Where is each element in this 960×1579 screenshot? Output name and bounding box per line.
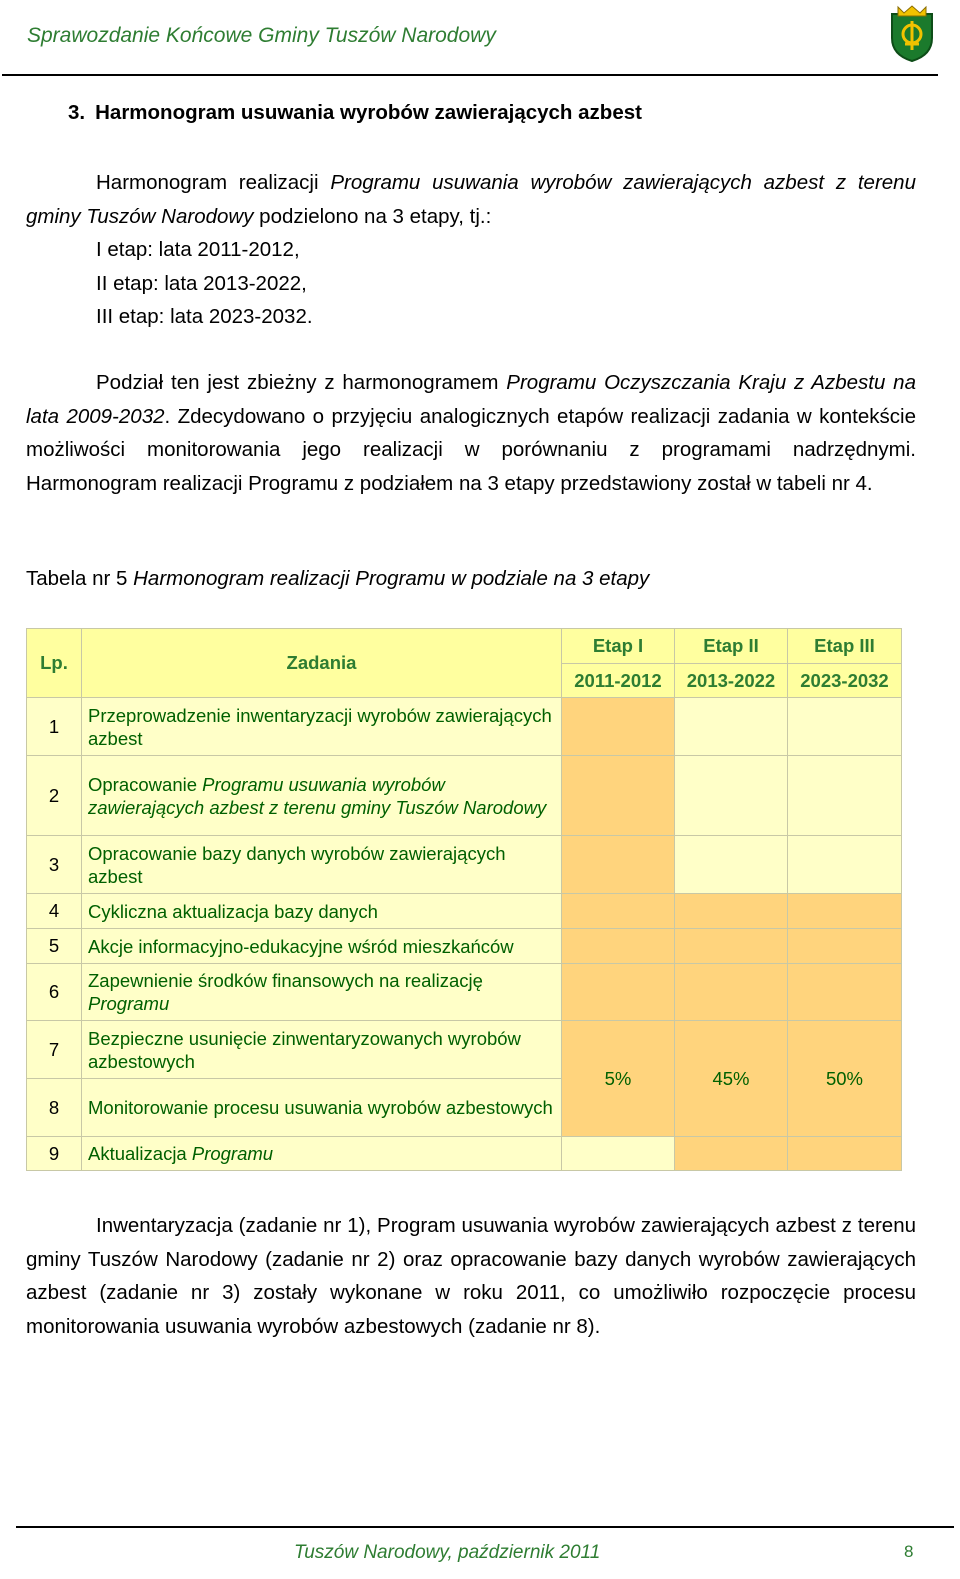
header-divider xyxy=(2,74,938,76)
task-cell: Aktualizacja Programu xyxy=(82,1137,562,1171)
tasks-header: Zadania xyxy=(82,629,562,698)
section-number: 3. xyxy=(68,101,86,124)
intro-paragraph xyxy=(26,166,916,334)
stage-cell-active xyxy=(788,964,902,1021)
stage-years: 2011-2012 xyxy=(562,664,675,698)
stage-cell xyxy=(675,756,788,836)
page-number: 8 xyxy=(904,1542,914,1561)
stage-header: Etap I xyxy=(562,629,675,664)
stage-cell-active xyxy=(562,756,675,836)
table-row xyxy=(27,698,902,756)
stage-cell-active xyxy=(675,1137,788,1171)
stage-cell xyxy=(788,698,902,756)
table-row xyxy=(27,756,902,836)
alignment-text: Podział ten jest zbieżny z harmonogramem Programu Oczyszczania Kraju z Azbestu na lata 2009-2032. Zdecydowano o przyjęciu analogicznych etapów realizacji zadania w kontekście możliwości monitorowania jego realizacji w porównaniu z programami nadrzędnymi. Harmonogram realizacji Programu z podziałem na 3 etapy przedstawiony został w tabeli nr 4. xyxy=(26,371,916,495)
stage-item: I etap: lata 2011-2012, xyxy=(96,238,300,261)
stage-cell-active xyxy=(675,929,788,964)
task-cell: Opracowanie bazy danych wyrobów zawierających azbest xyxy=(82,836,562,894)
stage-cell xyxy=(562,1137,675,1171)
footer-text: Tuszów Narodowy, październik 2011 xyxy=(294,1542,601,1563)
table-row xyxy=(27,836,902,894)
stage-cell-active xyxy=(562,929,675,964)
row-number: 7 xyxy=(27,1021,82,1079)
removal-percentage: 50% xyxy=(788,1021,902,1137)
stage-cell-active xyxy=(562,698,675,756)
stage-cell xyxy=(675,836,788,894)
removal-percentage: 5% xyxy=(562,1021,675,1137)
document-header-title: Sprawozdanie Końcowe Gminy Tuszów Narodowy xyxy=(27,24,496,47)
task-cell: Monitorowanie procesu usuwania wyrobów azbestowych xyxy=(82,1079,562,1137)
section-heading xyxy=(68,101,642,125)
table-row xyxy=(27,1021,902,1079)
stage-years: 2013-2022 xyxy=(675,664,788,698)
stage-cell-active xyxy=(562,964,675,1021)
stage-cell-active xyxy=(562,894,675,929)
task-cell: Akcje informacyjno-edukacyjne wśród mieszkańców xyxy=(82,929,562,964)
task-cell: Opracowanie Programu usuwania wyrobów zawierających azbest z terenu gminy Tuszów Narodowy xyxy=(82,756,562,836)
stage-header: Etap III xyxy=(788,629,902,664)
task-cell: Cykliczna aktualizacja bazy danych xyxy=(82,894,562,929)
task-cell: Przeprowadzenie inwentaryzacji wyrobów zawierających azbest xyxy=(82,698,562,756)
task-cell: Bezpieczne usunięcie zinwentaryzowanych wyrobów azbestowych xyxy=(82,1021,562,1079)
footer-divider xyxy=(16,1526,954,1528)
program-name: Programu usuwania wyrobów zawierających azbest z terenu gminy Tuszów Narodowy xyxy=(26,171,916,228)
table-caption: Tabela nr 5 Harmonogram realizacji Programu w podziale na 3 etapy xyxy=(26,567,650,590)
stage-item: III etap: lata 2023-2032. xyxy=(96,305,313,328)
stage-cell xyxy=(675,698,788,756)
stage-cell-active xyxy=(675,964,788,1021)
removal-percentage: 45% xyxy=(675,1021,788,1137)
stage-header: Etap II xyxy=(675,629,788,664)
row-number: 3 xyxy=(27,836,82,894)
stage-cell-active xyxy=(788,1137,902,1171)
table-row xyxy=(27,1137,902,1171)
stage-cell xyxy=(788,756,902,836)
lp-header: Lp. xyxy=(27,629,82,698)
schedule-table xyxy=(26,628,902,1171)
task-cell: Zapewnienie środków finansowych na realizację Programu xyxy=(82,964,562,1021)
stage-years: 2023-2032 xyxy=(788,664,902,698)
stage-cell-active xyxy=(788,894,902,929)
row-number: 6 xyxy=(27,964,82,1021)
table-row xyxy=(27,929,902,964)
row-number: 9 xyxy=(27,1137,82,1171)
stage-cell-active xyxy=(562,836,675,894)
summary-text: Inwentaryzacja (zadanie nr 1), Program usuwania wyrobów zawierających azbest z terenu gminy Tuszów Narodowy (zadanie nr 2) oraz opracowanie bazy danych wyrobów zawierających azbest (zadanie nr 3) zostały wykonane w roku 2011, co umożliwiło rozpoczęcie procesu monitorowania usuwania wyrobów azbestowych (zadanie nr 8). xyxy=(26,1214,916,1338)
summary-paragraph xyxy=(26,1209,916,1343)
alignment-paragraph xyxy=(26,366,916,500)
stage-cell-active xyxy=(788,929,902,964)
section-title: Harmonogram usuwania wyrobów zawierających azbest xyxy=(95,101,642,124)
stage-item: II etap: lata 2013-2022, xyxy=(96,271,307,295)
row-number: 5 xyxy=(27,929,82,964)
row-number: 1 xyxy=(27,698,82,756)
table-row xyxy=(27,964,902,1021)
stage-cell xyxy=(788,836,902,894)
table-row xyxy=(27,894,902,929)
row-number: 8 xyxy=(27,1079,82,1137)
intro-text: Harmonogram realizacji Programu usuwania wyrobów zawierających azbest z terenu gminy Tuszów Narodowy podzielono na 3 etapy, tj.: xyxy=(26,171,916,228)
row-number: 4 xyxy=(27,894,82,929)
national-program-name: Programu Oczyszczania Kraju z Azbestu na lata 2009-2032 xyxy=(26,371,916,428)
stage-cell-active xyxy=(675,894,788,929)
row-number: 2 xyxy=(27,756,82,836)
municipal-crest-icon xyxy=(888,4,936,62)
